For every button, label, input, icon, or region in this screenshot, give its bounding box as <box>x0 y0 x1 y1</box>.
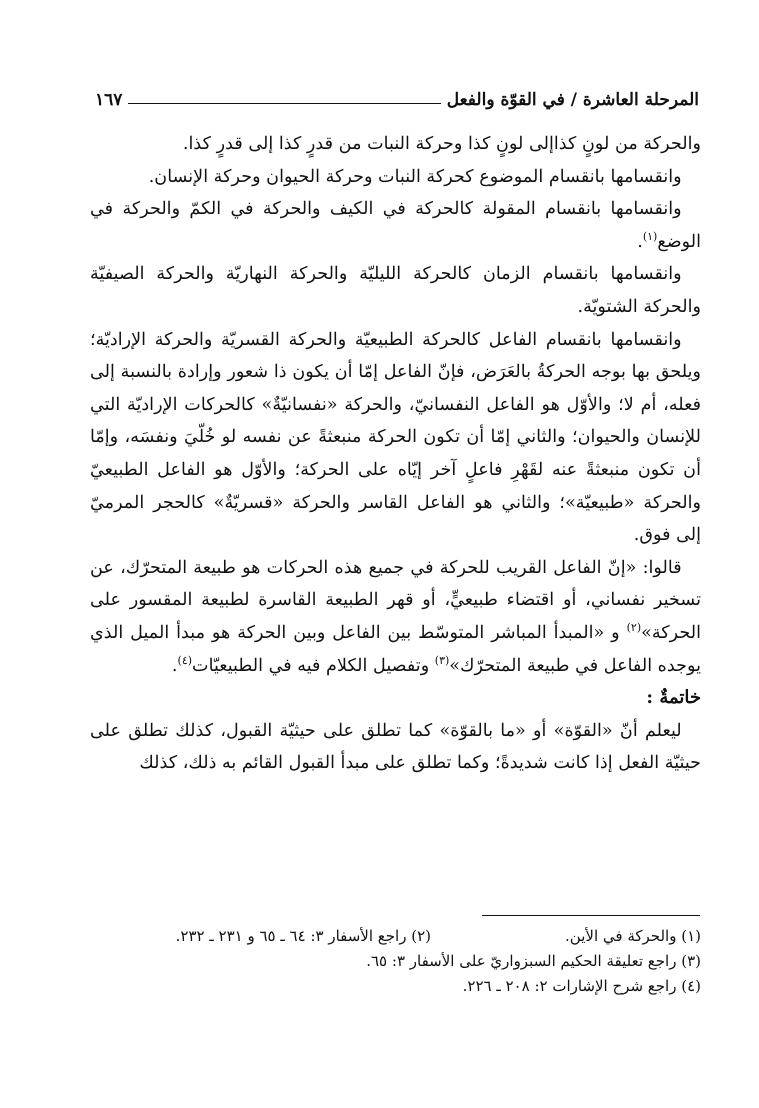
running-header <box>95 84 699 110</box>
paragraph-6-text-a: قالوا: «إنّ الفاعل القريب للحركة في جميع هذه الحركات هو طبيعة المتحرّك، عن تسخير نفساني، أو اقتضاء طبيعيٍّ، أو قهر الطبيعة القاسرة لطبيعة المقسور على الحركة» <box>90 557 701 643</box>
paragraph-6-text-c: وتفصيل الكلام فيه في الطبيعيّات <box>192 655 435 676</box>
paragraph-5-text: وانقسامها بانقسام الفاعل كالحركة الطبيعيّة والحركة القسريّة والحركة الإراديّة؛ ويلحق بها بوجه الحركةُ بالعَرَض، فإنّ الفاعل إمّا أن يكون ذا شعور وإرادة بالنسبة إلى فعله، أم لا؛ والأوّل هو الفاعل النفسانيّ، والحركة «نفسانيّةٌ» كالحركات الإراديّة التي للإنسان والحيوان؛ والثاني إمّا أن تكون الحركة منبعثةً عن نفسه لو خُلّيَ ونفسَه، وإمّا أن تكون منبعثةً عنه لقَهْرِ فاعلٍ آخر إيّاه على الحركة؛ والأوّل هو الفاعل الطبيعيّ والحركة «طبيعيّة»؛ والثاني هو الفاعل القاسر والحركة «قسريّةٌ» كالحجر المرميّ إلى فوق. <box>90 329 701 546</box>
footnote-2: (٢) راجع الأسفار ٣: ٦٤ ـ ٦٥ و ٢٣١ ـ ٢٣٢. <box>175 927 431 945</box>
footnote-separator <box>482 915 700 916</box>
paragraph-4-text: وانقسامها بانقسام الزمان كالحركة الليليّة والحركة النهاريّة والحركة الصيفيّة والحركة الشتويّة. <box>90 264 701 317</box>
footnote-row-1 <box>92 924 701 949</box>
paragraph-6-text-b: و «المبدأ المباشر المتوسّط بين الفاعل وبين الحركة هو مبدأ الميل الذي يوجده الفاعل في طبيعة المتحرّك» <box>90 622 701 676</box>
paragraph-7 <box>90 715 701 780</box>
paragraph-1 <box>90 128 701 161</box>
paragraph-6 <box>90 552 701 682</box>
footnote-1: (١) والحركة في الأين. <box>565 927 701 945</box>
footnote-4: (٤) راجع شرح الإشارات ٢: ٢٠٨ ـ ٢٢٦. <box>462 977 701 995</box>
footnote-ref-2: (٢) <box>626 621 642 635</box>
paragraph-3-text: وانقسامها بانقسام المقولة كالحركة في الكيف والحركة في الكمّ والحركة في الوضع <box>90 199 701 252</box>
footnote-ref-3: (٣) <box>434 653 450 667</box>
footnote-ref-4: (٤) <box>177 653 193 667</box>
footnotes <box>92 924 701 999</box>
paragraph-7-text: ليعلم أنّ «القوّة» أو «ما بالقوّة» كما تطلق على حيثيّة القبول، كذلك تطلق على حيثيّة الفعل إذا كانت شديدةً؛ وكما تطلق على مبدأ القبول القائم به ذلك، كذلك <box>90 720 701 774</box>
section-heading: خاتمةٌ : <box>646 687 701 709</box>
paragraph-6-end: . <box>171 655 178 676</box>
main-text <box>90 128 701 780</box>
footnote-ref-1: (١) <box>642 229 658 243</box>
header-title: المرحلة العاشرة / في القوّة والفعل <box>446 90 699 110</box>
paragraph-2 <box>90 161 701 194</box>
page-number: ١٦٧ <box>95 90 123 110</box>
paragraph-5 <box>90 324 701 552</box>
paragraph-3-end: . <box>637 231 643 252</box>
footnote-3: (٣) راجع تعليقة الحكيم السبزواريّ على الأسفار ٣: ٦٥. <box>366 952 701 970</box>
header-rule <box>128 103 440 104</box>
paragraph-2-text: وانقسامها بانقسام الموضوع كحركة النبات وحركة الحيوان وحركة الإنسان. <box>148 166 682 187</box>
paragraph-3 <box>90 193 701 258</box>
paragraph-4 <box>90 258 701 323</box>
paragraph-1-text: والحركة من لونٍ كذاإلى لونٍ كذا وحركة النبات من قدرٍ كذا إلى قدرٍ كذا. <box>182 134 701 154</box>
